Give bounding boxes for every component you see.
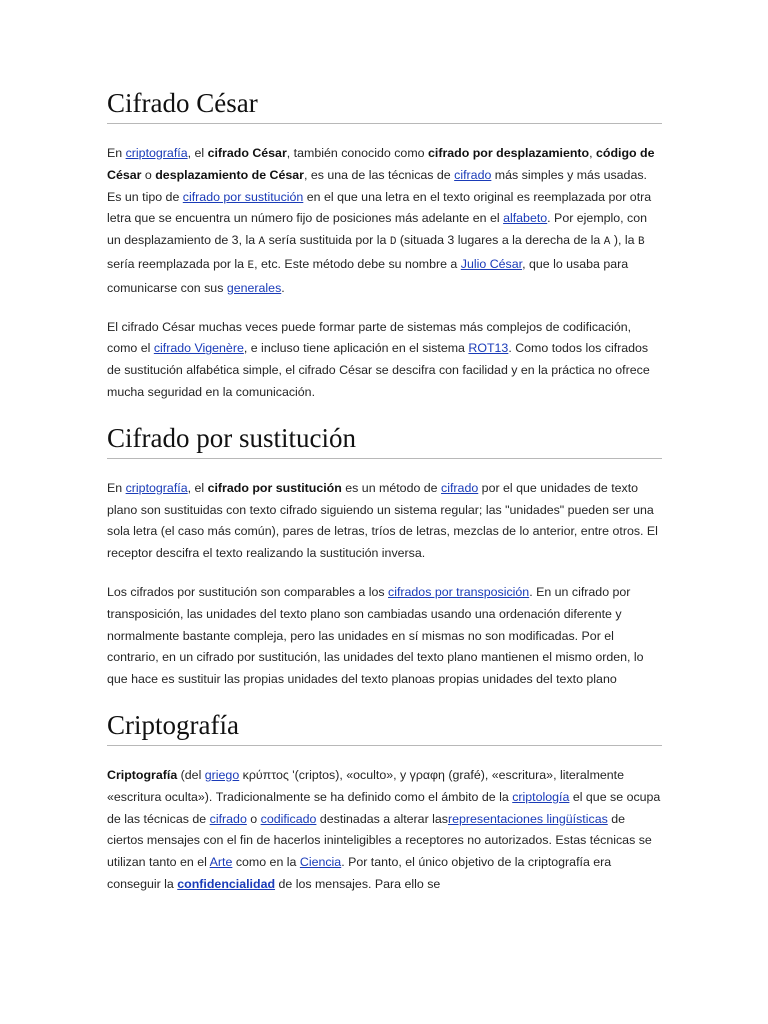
- link-arte[interactable]: Arte: [209, 855, 233, 870]
- text-run: , e incluso tiene aplicación en el sistema: [243, 341, 469, 356]
- letter-code: B: [637, 236, 645, 249]
- link-cifrado-por-sustitución[interactable]: cifrado por sustitución: [182, 189, 304, 204]
- link-codificado[interactable]: codificado: [260, 811, 317, 826]
- text-run: , es una de las técnicas de: [303, 167, 455, 182]
- text-run: , el: [187, 480, 208, 495]
- text-run: (del: [177, 767, 205, 782]
- text-run: , etc. Este método debe su nombre a: [254, 256, 461, 271]
- bold-term: código de César: [107, 146, 655, 182]
- letter-code: A: [258, 236, 266, 249]
- heading-criptografia: Criptografía: [107, 708, 662, 746]
- link-representaciones-lingüísticas[interactable]: representaciones lingüísticas: [447, 811, 608, 826]
- article-body: [107, 86, 662, 896]
- text-run: ,: [589, 146, 596, 160]
- bold-term: cifrado por desplazamiento: [427, 146, 590, 160]
- text-run: κρύπτος '(criptos), «oculto», y γραφη (grafé), «escritura», literalmente «escritura oculta»). Tradicionalmente se ha definido como el ámbito de la: [107, 767, 624, 804]
- text-run: , que lo usaba para comunicarse con sus: [107, 256, 629, 295]
- link-text: confidencialidad: [177, 876, 276, 891]
- text-run: es un método de: [341, 480, 442, 495]
- heading-cifrado-cesar: Cifrado César: [107, 86, 662, 124]
- bold-term: desplazamiento de César: [155, 167, 304, 182]
- text-run: en el que una letra en el texto original es reemplazada por otra letra que se encuentra un número fijo de posiciones más adelante en el: [107, 189, 652, 226]
- letter-code: A: [603, 236, 611, 249]
- link-cifrado[interactable]: cifrado: [209, 811, 247, 826]
- text-run: ), la: [610, 233, 638, 248]
- link-cifrados-por-transposición[interactable]: cifrados por transposición: [388, 584, 530, 599]
- link-alfabeto[interactable]: alfabeto: [503, 211, 548, 226]
- letter-code: E: [247, 259, 255, 272]
- link-criptografía[interactable]: criptografía: [125, 146, 188, 160]
- link-cifrado[interactable]: cifrado: [441, 480, 479, 495]
- text-run: de los mensajes. Para ello se: [275, 876, 441, 891]
- bold-term: cifrado César: [207, 146, 287, 160]
- paragraph: [107, 765, 662, 896]
- text-run: En: [107, 480, 126, 495]
- text-run: el que se ocupa de las técnicas de: [107, 789, 661, 826]
- text-run: En: [107, 146, 126, 160]
- text-run: El cifrado César muchas veces puede formar parte de sistemas más complejos de codificación, como el: [107, 319, 632, 356]
- paragraph: [107, 317, 662, 404]
- bold-term: Criptografía: [107, 767, 178, 782]
- text-run: sería reemplazada por la: [107, 256, 248, 271]
- text-run: más simples y más usadas. Es un tipo de: [107, 167, 647, 204]
- text-run: destinadas a alterar las: [316, 811, 448, 826]
- text-run: o: [246, 811, 261, 826]
- text-run: .: [281, 280, 285, 295]
- text-run: como en la: [232, 855, 300, 870]
- link-cifrado-vigen-re[interactable]: cifrado Vigenère: [153, 341, 244, 356]
- text-run: , el: [187, 146, 208, 160]
- text-run: . En un cifrado por transposición, las unidades del texto plano son cambiadas usando una ordenación diferente y normalmente bastante compleja, pero las unidades en sí mismas no son modificadas. Por el contrario, en un cifrado por sustitución, las unidades del texto plano mantienen el mismo orden, lo que hace es sustituir las propias unidades del texto planoas propias unidades del texto plano: [107, 584, 644, 687]
- text-run: o: [141, 167, 156, 182]
- text-run: (situada 3 lugares a la derecha de la: [396, 233, 604, 248]
- link-cifrado[interactable]: cifrado: [454, 167, 492, 182]
- paragraph: [107, 582, 662, 691]
- heading-cifrado-por-sustitucion: Cifrado por sustitución: [107, 421, 662, 459]
- letter-code: D: [389, 236, 397, 249]
- text-run: . Por tanto, el único objetivo de la criptografía era conseguir la: [107, 855, 612, 891]
- link-rot13[interactable]: ROT13: [468, 341, 509, 356]
- link-ciencia[interactable]: Ciencia: [299, 855, 342, 870]
- text-run: . Como todos los cifrados de sustitución alfabética simple, el cifrado César se descifra con facilidad y en la práctica no ofrece mucha seguridad en la comunicación.: [107, 341, 650, 399]
- paragraph: [107, 478, 662, 565]
- text-run: Los cifrados por sustitución son comparables a los: [107, 584, 388, 599]
- text-run: . Por ejemplo, con un desplazamiento de 3, la: [107, 211, 648, 248]
- paragraph: [107, 143, 662, 300]
- bold-term: cifrado por sustitución: [207, 480, 342, 495]
- link-julio-césar[interactable]: Julio César: [460, 256, 523, 271]
- text-run: , también conocido como: [286, 146, 428, 160]
- link-griego[interactable]: griego: [204, 767, 240, 782]
- text-run: de ciertos mensajes con el fin de hacerlos ininteligibles a receptores no autorizados. Estas técnicas se utilizan tanto en el: [107, 811, 652, 870]
- link-criptología[interactable]: criptología: [512, 789, 570, 804]
- link-criptografía[interactable]: criptografía: [125, 480, 188, 495]
- link-confidencialidad[interactable]: [177, 877, 275, 891]
- text-run: sería sustituida por la: [265, 233, 390, 248]
- link-generales[interactable]: generales: [226, 280, 282, 295]
- text-run: por el que unidades de texto plano son sustituidas con texto cifrado siguiendo un sistema regular; las "unidades" pueden ser una sola letra (el caso más común), pares de letras, tríos de letras, mezclas de lo anterior, entre otros. El receptor descifra el texto realizando la sustitución inversa.: [107, 480, 658, 561]
